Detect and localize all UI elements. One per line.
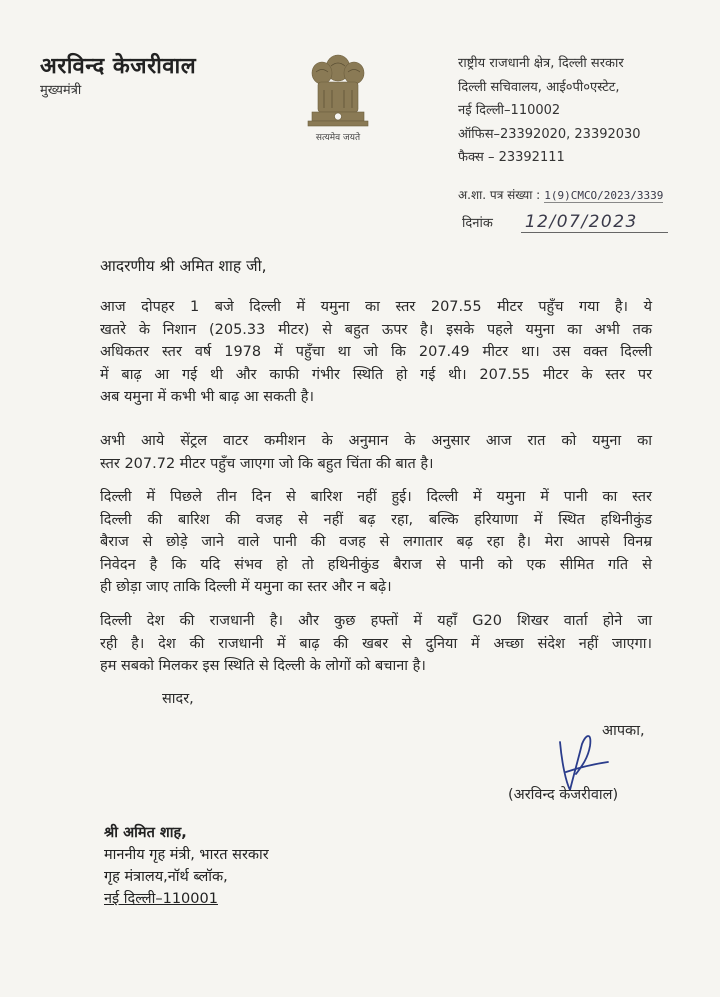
paragraph-line: दिल्ली देश की राजधानी है। और कुछ हफ्तों में यहाँ G20 शिखर वार्ता होने जा <box>100 613 652 629</box>
salutation: आदरणीय श्री अमित शाह जी, <box>100 257 267 275</box>
office-line: फैक्स – 23392111 <box>458 150 565 165</box>
paragraph-line: अधिकतर स्तर वर्ष 1978 में पहुँचा था जो कि 207.49 मीटर था। उस वक्त दिल्ली <box>100 344 652 360</box>
office-address <box>458 52 641 170</box>
paragraph-line: ही छोड़ा जाए ताकि दिल्ली में यमुना का स्तर और न बढ़े। <box>100 579 392 595</box>
recipient-line: गृह मंत्रालय,नॉर्थ ब्लॉक, <box>104 869 228 885</box>
body-paragraph <box>100 296 652 409</box>
date-value: 12/07/2023 <box>521 212 668 233</box>
paragraph-line: रही है। देश की राजधानी में बाढ़ की खबर से दुनिया में अच्छा संदेश नहीं जाएगा। <box>100 635 652 652</box>
paragraph-line: निवेदन है कि यदि संभव हो तो हथिनीकुंड बैराज से पानी को एक सीमित गति से <box>100 556 652 573</box>
paragraph-line: खतरे के निशान (205.33 मीटर) से बहुत ऊपर है। इसके पहले यमुना का अभी तक <box>100 321 652 338</box>
reference-number <box>458 186 663 203</box>
emblem-motto: सत्यमेव जयते <box>315 133 361 143</box>
paragraph-line: आज दोपहर 1 बजे दिल्ली में यमुना का स्तर 207.55 मीटर पहुँच गया है। ये <box>100 299 652 315</box>
paragraph-line: दिल्ली में पिछले तीन दिन से बारिश नहीं हुई। दिल्ली में यमुना में पानी का स्तर <box>100 489 652 505</box>
reference-label: अ.शा. पत्र संख्या : <box>458 188 541 202</box>
office-line: राष्ट्रीय राजधानी क्षेत्र, दिल्ली सरकार <box>458 56 624 71</box>
paragraph-line: बैराज से छोड़े जाने वाले पानी की वजह से लगातार बढ़ रहा है। मेरा आपसे विनम्र <box>100 534 652 550</box>
paragraph-line: स्तर 207.72 मीटर पहुँच जाएगा जो कि बहुत चिंता की बात है। <box>100 455 434 472</box>
letter-date <box>462 212 668 233</box>
sender-title: मुख्यमंत्री <box>40 83 82 98</box>
reference-value: 1(9)CMCO/2023/3339 <box>544 189 664 202</box>
recipient-address <box>104 822 269 910</box>
office-line: ऑफिस–23392020, 23392030 <box>458 126 641 142</box>
sender-name: अरविन्द केजरीवाल <box>40 54 197 79</box>
office-line: दिल्ली सचिवालय, आई०पी०एस्टेट, <box>458 79 620 95</box>
paragraph-line: हम सबको मिलकर इस स्थिति से दिल्ली के लोगों को बचाना है। <box>100 658 426 674</box>
recipient-line: नई दिल्ली–110001 <box>104 891 218 907</box>
recipient-line: श्री अमित शाह, <box>104 825 187 841</box>
body-paragraph <box>100 610 652 678</box>
paragraph-line: दिल्ली की बारिश की वजह से नहीं बढ़ रहा, बल्कि हरियाणा में स्थित हथिनीकुंड <box>100 511 652 528</box>
paragraph-line: अभी आये सेंट्रल वाटर कमीशन के अनुमान के अनुसार आज रात को यमुना का <box>100 433 652 449</box>
body-paragraph <box>100 430 652 475</box>
office-line: नई दिल्ली–110002 <box>458 103 561 118</box>
body-paragraph <box>100 486 652 599</box>
paragraph-line: अब यमुना में कभी भी बाढ़ आ सकती है। <box>100 389 314 405</box>
signer-name: (अरविन्द केजरीवाल) <box>508 787 619 803</box>
closing-yours: आपका, <box>602 723 645 739</box>
date-label: दिनांक <box>462 216 493 231</box>
recipient-line: माननीय गृह मंत्री, भारत सरकार <box>104 847 269 863</box>
closing-regards: सादर, <box>162 691 194 707</box>
paragraph-line: में बाढ़ आ गई थी और काफी गंभीर स्थिति हो गई थी। 207.55 मीटर के स्तर पर <box>100 366 652 383</box>
